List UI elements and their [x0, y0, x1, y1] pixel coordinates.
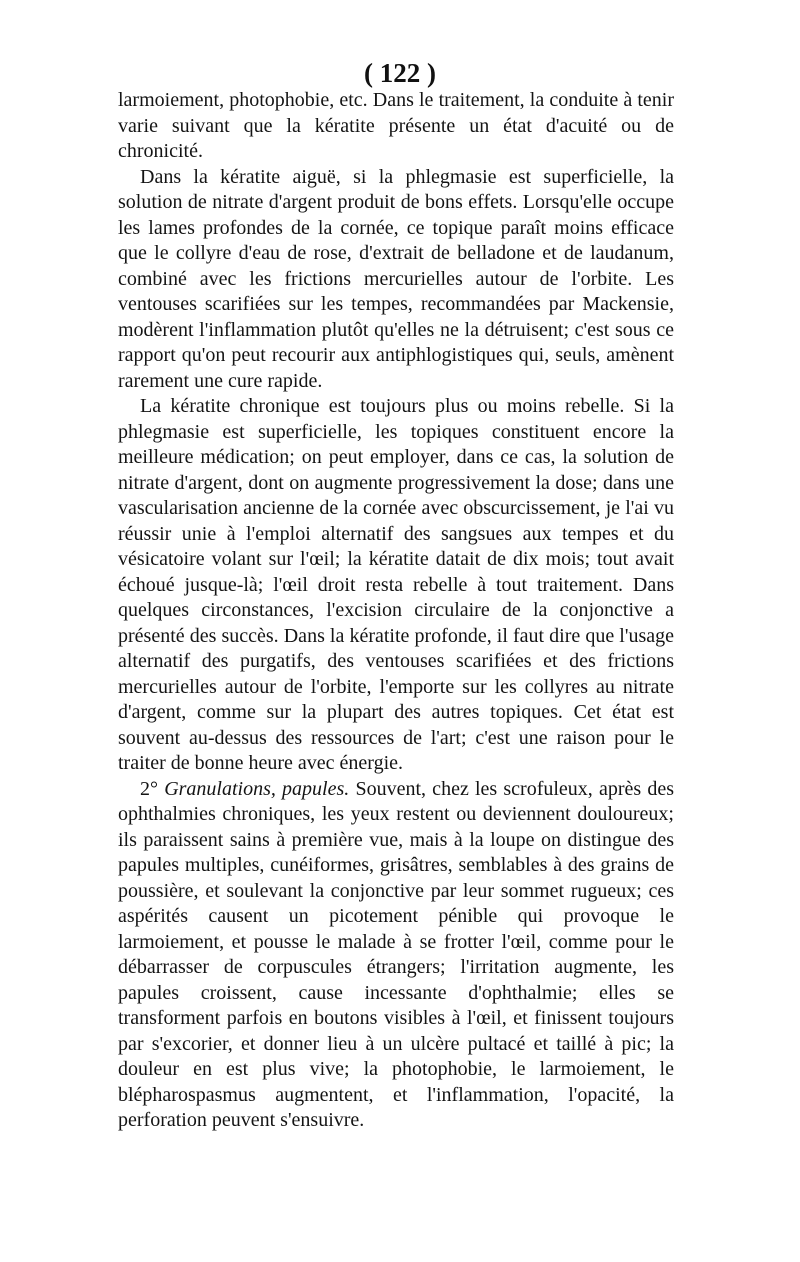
- paragraph-continuation: larmoiement, photophobie, etc. Dans le traitement, la conduite à tenir varie suivant que la kératite présente un état d'acuité ou de chronicité.: [118, 89, 674, 162]
- body-text: [118, 88, 674, 1134]
- section-heading: Granulations, papules.: [164, 777, 350, 800]
- paragraph-keratite-chronique: La kératite chronique est toujours plus ou moins rebelle. Si la phlegmasie est superficielle, les topiques constituent encore la meilleure médication; on peut employer, dans ce cas, la solution de nitrate d'argent, dont on augmente progressivement la dose; dans une vascularisation ancienne de la cornée avec obscurcissement, je l'ai vu réussir unie à l'emploi alternatif des sangsues aux tempes et du vésicatoire volant sur l'œil; la kératite datait de dix mois; tout avait échoué jusque-là; l'œil droit resta rebelle à tout traitement. Dans quelques circonstances, l'excision circulaire de la conjonctive a présenté des succès. Dans la kératite profonde, il faut dire que l'usage alternatif des purgatifs, des ventouses scarifiées et des frictions mercurielles autour de l'orbite, l'emporte sur les collyres au nitrate d'argent, comme sur la plupart des autres topiques. Cet état est souvent au-dessus des ressources de l'art; c'est une raison pour le traiter de bonne heure avec énergie.: [118, 395, 674, 774]
- page-number: ( 122 ): [364, 58, 436, 88]
- paragraph-keratite-aigue: Dans la kératite aiguë, si la phlegmasie est superficielle, la solution de nitrate d'argent produit de bons effets. Lorsqu'elle occupe les lames profondes de la cornée, ce topique paraît moins efficace que le collyre d'eau de rose, d'extrait de belladone et de laudanum, combiné avec les frictions mercurielles autour de l'orbite. Les ventouses scarifiées sur les tempes, recommandées par Mackensie, modèrent l'inflammation plutôt qu'elles ne la détruisent; c'est sous ce rapport qu'on peut recourir aux antiphlogistiques qui, seuls, amènent rarement une cure rapide.: [118, 165, 674, 392]
- section-text: Souvent, chez les scrofuleux, après des ophthalmies chroniques, les yeux restent ou deviennent douloureux; ils paraissent sains à première vue, mais à la loupe on distingue des papules multiples, cunéiformes, grisâtres, semblables à des grains de poussière, et soulevant la conjonctive par leur sommet rugueux; ces aspérités causent un picotement pénible qui provoque le larmoiement, et pousse le malade à se frotter l'œil, comme pour le débarrasser de corpuscules étrangers; l'irritation augmente, les papules croissent, cause incessante d'ophthalmie; elles se transforment parfois en boutons visibles à l'œil, et finissent toujours par s'excorier, et donner lieu à un ulcère pultacé et taillé à pic; la douleur en est plus vive; la photophobie, le larmoiement, le blépharospasmus augmentent, et l'inflammation, l'opacité, la perforation peuvent s'ensuivre.: [118, 777, 675, 1131]
- paragraph-granulations: [118, 777, 674, 1134]
- section-number: 2°: [140, 777, 158, 800]
